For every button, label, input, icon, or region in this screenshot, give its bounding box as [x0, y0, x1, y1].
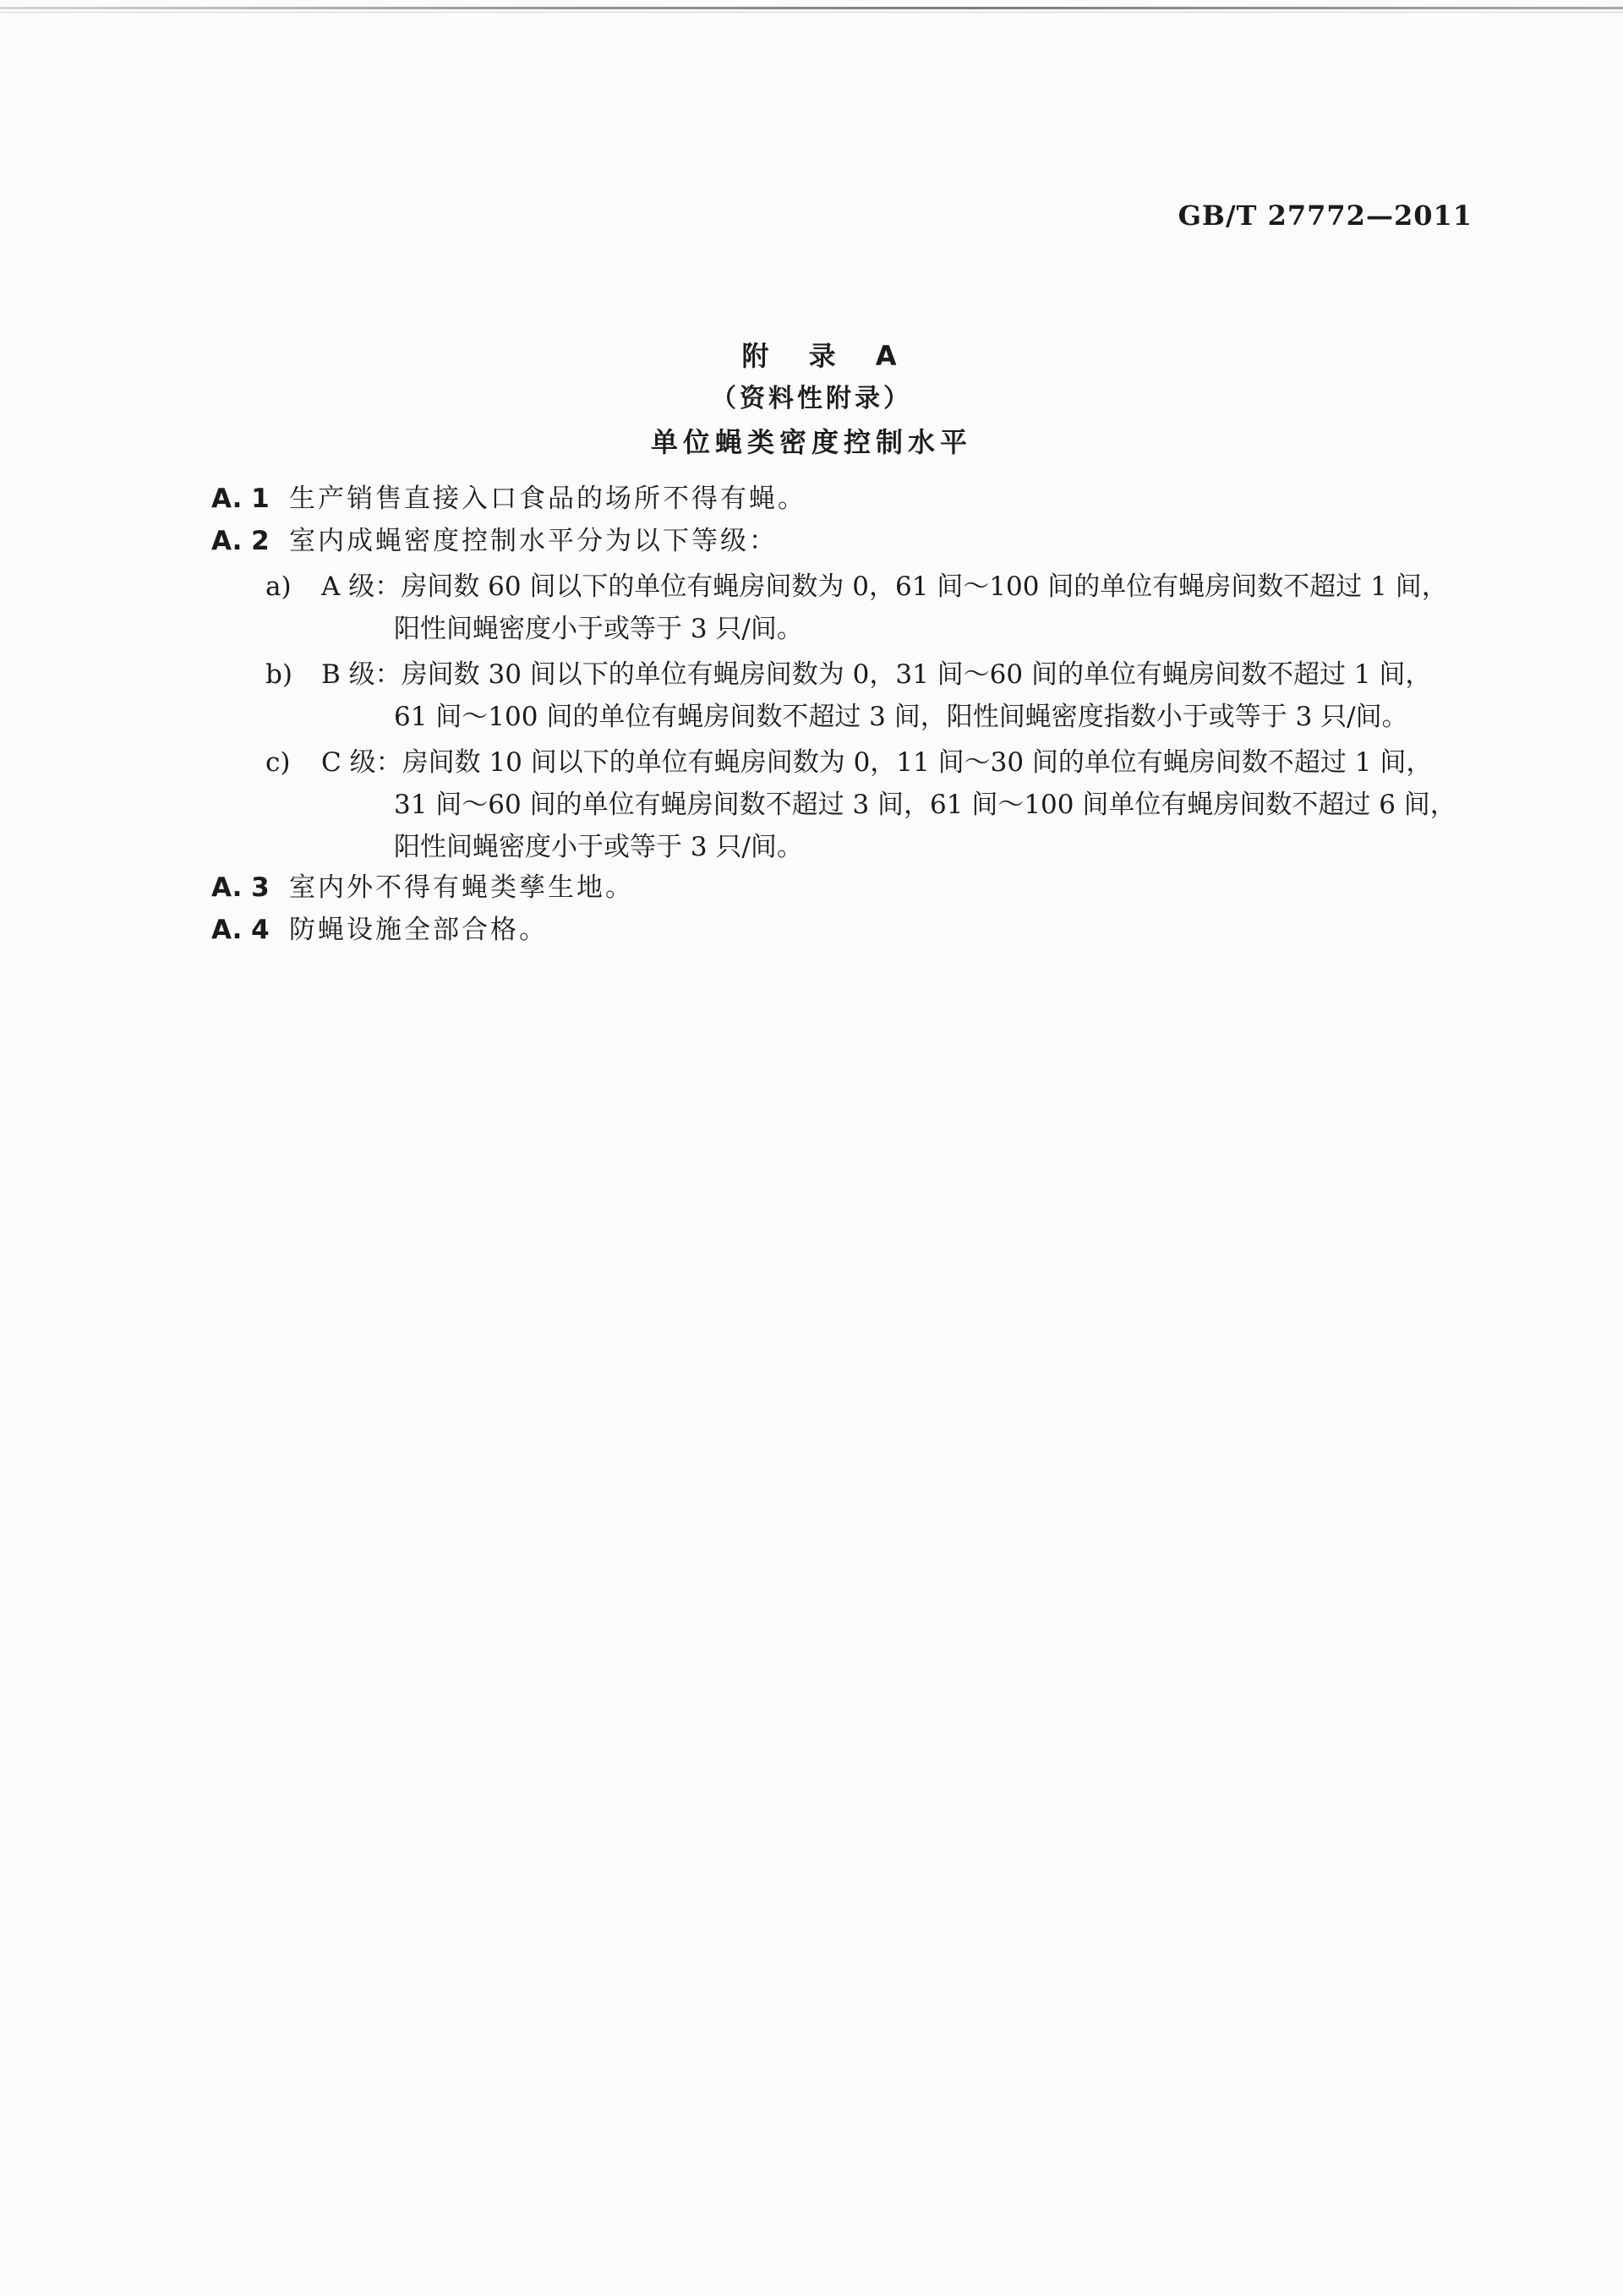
- scan-edge-line-inner: [0, 12, 1623, 13]
- grade-text-line: 阳性间蝇密度小于或等于 3 只/间。: [394, 614, 803, 644]
- clause-number: A. 3: [211, 872, 270, 903]
- clause-text: 室内成蝇密度控制水平分为以下等级：: [289, 526, 778, 556]
- list-marker: a): [265, 571, 292, 602]
- clause-a1: [211, 482, 806, 516]
- clause-number: A. 1: [211, 484, 270, 514]
- clause-text: 室内外不得有蝇类孳生地。: [289, 872, 634, 903]
- scan-edge-line: [0, 7, 1623, 9]
- grade-text-line: A 级：房间数 60 间以下的单位有蝇房间数为 0，61 间～100 间的单位有蝇房间数不超过 1 间，: [321, 571, 1448, 602]
- grade-text-line: 阳性间蝇密度小于或等于 3 只/间。: [394, 832, 803, 862]
- clause-a4: [211, 913, 548, 947]
- grade-text-line: 61 间～100 间的单位有蝇房间数不超过 3 间，阳性间蝇密度指数小于或等于 3 只/间。: [394, 702, 1408, 732]
- annex-title: 附 录 A: [741, 340, 912, 372]
- clause-text: 防蝇设施全部合格。: [289, 915, 548, 945]
- clause-a2: [211, 524, 778, 558]
- annex-name: 单位蝇类密度控制水平: [650, 426, 972, 458]
- list-marker: b): [265, 659, 292, 690]
- grade-text-line: B 级：房间数 30 间以下的单位有蝇房间数为 0，31 间～60 间的单位有蝇房间数不超过 1 间，: [321, 659, 1432, 690]
- list-marker: c): [265, 747, 291, 778]
- grade-text-line: 31 间～60 间的单位有蝇房间数不超过 3 间，61 间～100 间单位有蝇房间数不超过 6 间，: [394, 790, 1456, 820]
- clause-text: 生产销售直接入口食品的场所不得有蝇。: [289, 484, 806, 514]
- grade-text-line: C 级：房间数 10 间以下的单位有蝇房间数为 0，11 间～30 间的单位有蝇房间数不超过 1 间，: [321, 747, 1433, 778]
- clause-number: A. 4: [211, 915, 270, 945]
- annex-type: （资料性附录）: [711, 384, 912, 413]
- clause-a3: [211, 871, 634, 905]
- clause-number: A. 2: [211, 526, 270, 556]
- standard-number: GB/T 27772—2011: [1178, 200, 1473, 232]
